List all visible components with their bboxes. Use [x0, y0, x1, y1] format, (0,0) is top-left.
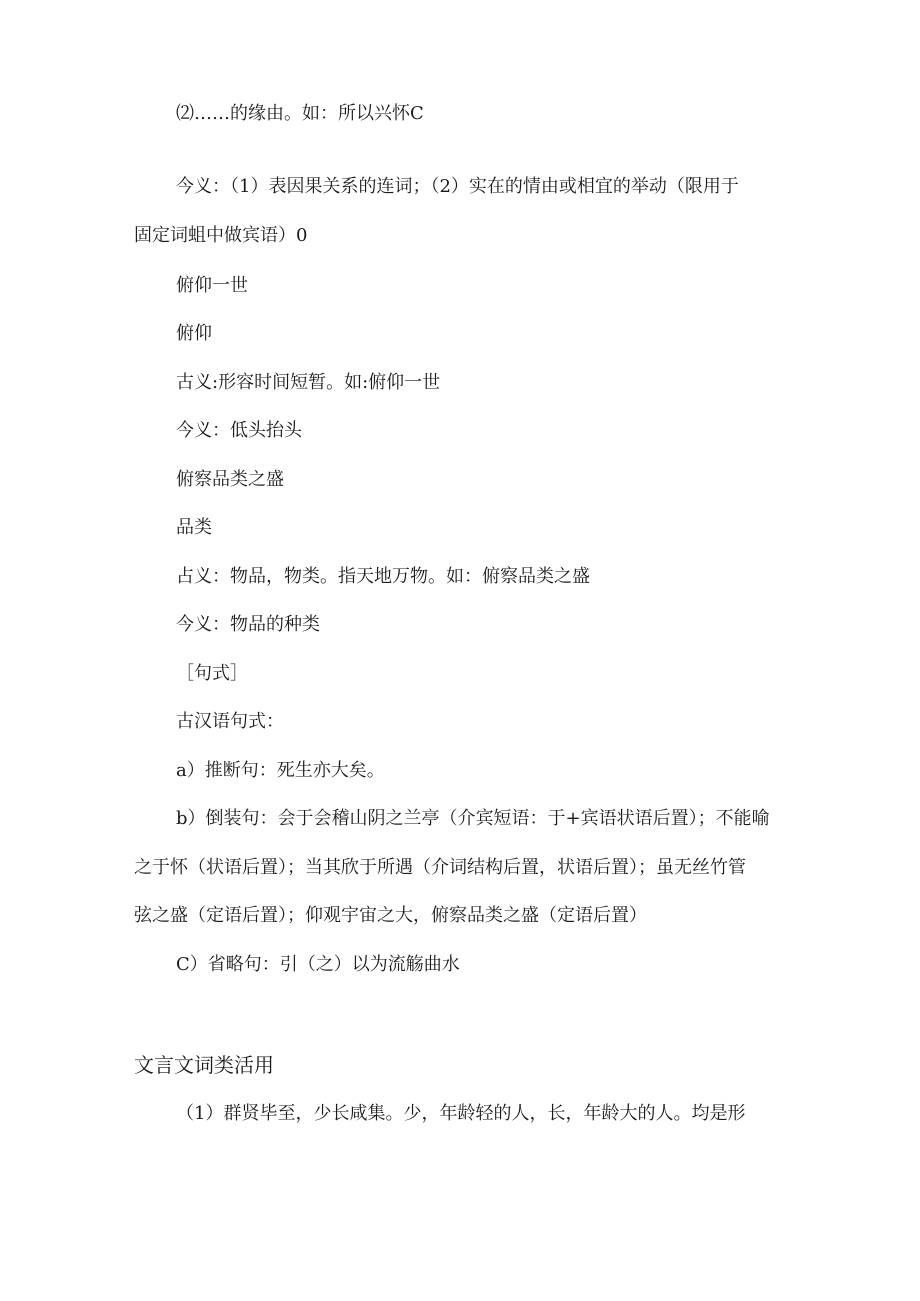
- text-line: 品类: [176, 517, 212, 538]
- text-line: 今义：低头抬头: [176, 420, 302, 441]
- text-line: 俯察品类之盛: [176, 469, 284, 490]
- text-line: 今义：（1）表因果关系的连词；（2）实在的情由或相宜的举动（限用于: [176, 176, 739, 197]
- text-line: 占义：物品，物类。指天地万物。如：俯察品类之盛: [176, 566, 590, 587]
- text-line: （1）群贤毕至，少长咸集。少，年龄轻的人，长，年龄大的人。均是形: [176, 1103, 746, 1124]
- text-line: 古义:形容时间短暂。如:俯仰一世: [176, 372, 441, 393]
- section-heading: 文言文词类活用: [134, 1053, 274, 1077]
- text-line: a）推断句：死生亦大矣。: [176, 760, 385, 781]
- text-line: 俯仰: [176, 323, 212, 344]
- text-line: 弦之盛（定语后置）；仰观宇宙之大，俯察品类之盛（定语后置）: [134, 905, 647, 926]
- text-line: 之于怀（状语后置）；当其欣于所遇（介词结构后置，状语后置）；虽无丝竹管: [134, 857, 746, 878]
- text-line: 今义：物品的种类: [176, 614, 320, 635]
- text-line: b）倒装句：会于会稽山阴之兰亭（介宾短语：于+宾语状语后置）；不能喻: [176, 808, 770, 829]
- text-line: 俯仰一世: [176, 275, 248, 296]
- text-line: 古汉语句式：: [176, 711, 284, 732]
- text-line: 固定词蛆中做宾语）0: [134, 225, 308, 246]
- section-label: ［句式］: [176, 663, 248, 684]
- text-line: ⑵……的缘由。如：所以兴怀C: [176, 103, 424, 124]
- text-line: C）省略句：引（之）以为流觞曲水: [176, 954, 460, 975]
